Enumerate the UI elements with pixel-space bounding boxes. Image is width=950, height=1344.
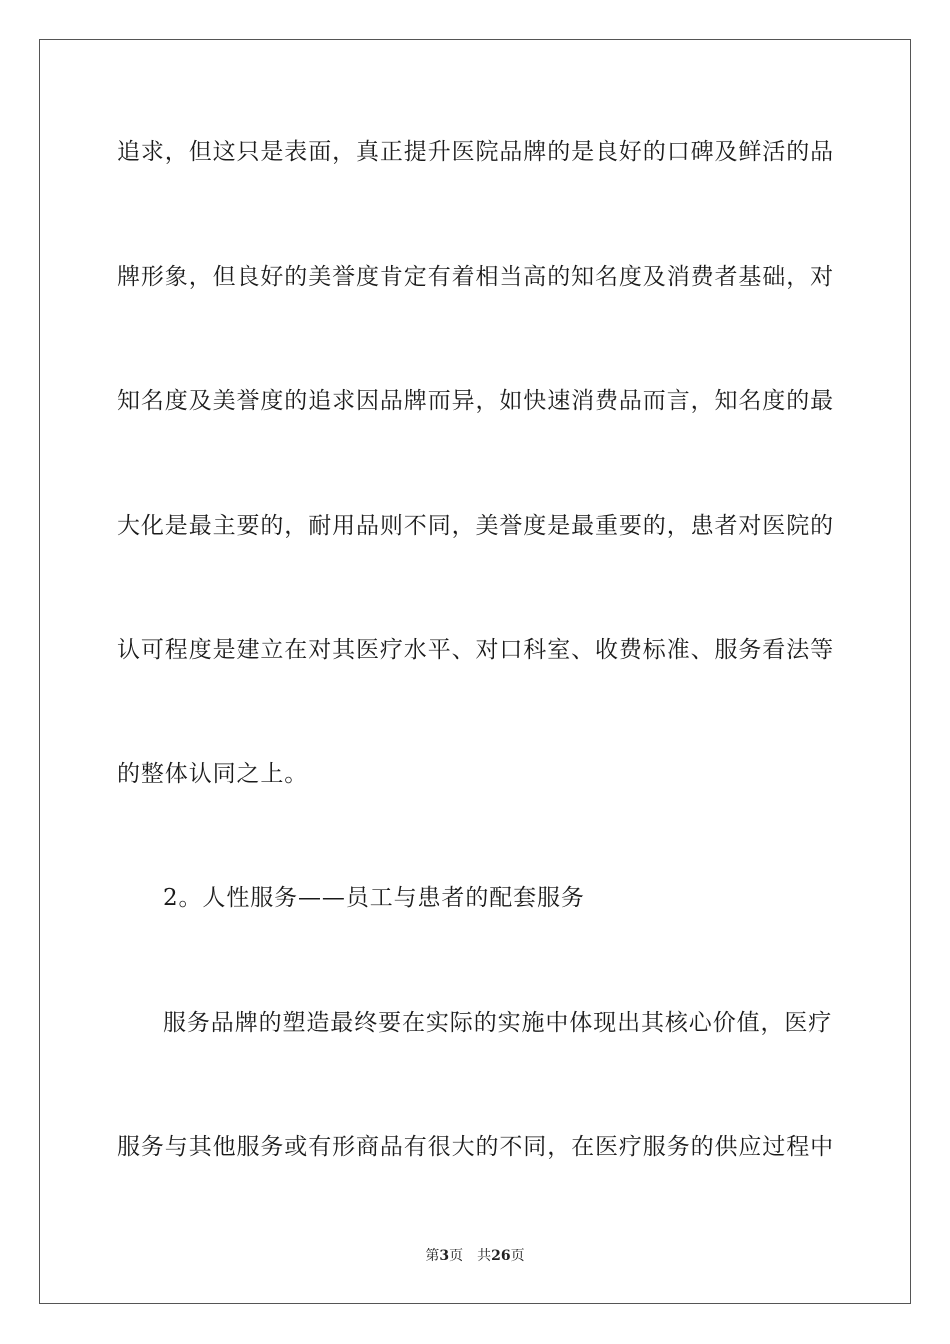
body-text-line-7: 服务品牌的塑造最终要在实际的实施中体现出其核心价值，医疗 xyxy=(163,1010,833,1036)
body-text-line-4: 大化是最主要的，耐用品则不同，美誉度是最重要的，患者对医院的 xyxy=(117,513,834,539)
page-footer xyxy=(0,1247,950,1265)
section-heading: 2。人性服务——员工与患者的配套服务 xyxy=(163,885,585,911)
total-pages: 26 xyxy=(491,1248,511,1264)
page-prefix: 第 xyxy=(425,1248,440,1264)
page-suffix: 页 xyxy=(449,1248,464,1264)
page-border xyxy=(39,39,911,1304)
body-text-line-3: 知名度及美誉度的追求因品牌而异，如快速消费品而言，知名度的最 xyxy=(117,388,834,414)
body-text-line-6: 的整体认同之上。 xyxy=(117,761,309,787)
body-text-line-2: 牌形象，但良好的美誉度肯定有着相当高的知名度及消费者基础，对 xyxy=(117,264,834,290)
body-text-line-1: 追求，但这只是表面，真正提升医院品牌的是良好的口碑及鲜活的品 xyxy=(117,139,834,165)
body-text-line-8: 服务与其他服务或有形商品有很大的不同，在医疗服务的供应过程中 xyxy=(117,1134,834,1160)
body-text-line-5: 认可程度是建立在对其医疗水平、对口科室、收费标准、服务看法等 xyxy=(117,637,834,663)
total-prefix: 共 xyxy=(477,1248,492,1264)
total-suffix: 页 xyxy=(510,1248,525,1264)
page-number: 3 xyxy=(439,1248,450,1264)
